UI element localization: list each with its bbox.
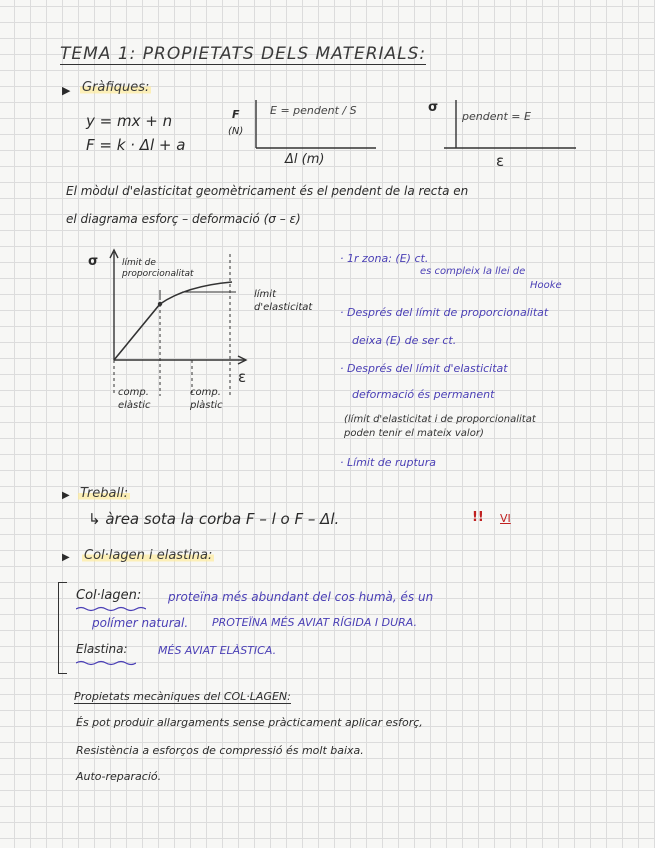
- elastin-label: Elastina:: [76, 642, 128, 656]
- collagen-text-2: polímer natural.: [92, 616, 189, 630]
- work-mark-vi: VI: [500, 512, 511, 525]
- wavy-underline-icon: [76, 606, 146, 612]
- note-zone1-c: Hooke: [530, 280, 562, 291]
- property-1: És pot produir allargaments sense pràcticament aplicar esforç,: [76, 716, 423, 729]
- diagram-y-label: σ: [88, 254, 99, 269]
- diagram-zone-elastic: comp. elàstic: [118, 387, 151, 411]
- graph1-slope-label: E = pendent / S: [270, 104, 357, 117]
- graphics-heading: [80, 80, 151, 95]
- modulus-line-1: El mòdul d'elasticitat geomètricament és el pendent de la recta en: [66, 184, 469, 198]
- elastin-text: MÉS AVIAT ELÀSTICA.: [158, 644, 277, 657]
- triangle-bullet-icon: ▶: [62, 552, 70, 563]
- note-after-elast-a: · Després del límit d'elasticitat: [340, 362, 508, 375]
- properties-heading: [74, 690, 291, 703]
- equation-line: y = mx + n: [86, 112, 173, 130]
- collagen-heading-text: Col·lagen i elastina:: [84, 548, 213, 563]
- work-text: ↳ àrea sota la corba F – l o F – Δl.: [88, 510, 340, 528]
- graph2-slope-label: pendent = E: [462, 110, 531, 123]
- note-same-value-a: (límit d'elasticitat i de proporcionalitat: [344, 414, 536, 425]
- property-3: Auto-reparació.: [76, 770, 162, 783]
- graph1-y-label: F: [232, 108, 240, 121]
- diagram-limit-prop-label: límit de proporcionalitat: [122, 258, 194, 279]
- collagen-label: Col·lagen:: [76, 588, 142, 603]
- collagen-text-2b: PROTEÏNA MÉS AVIAT RÍGIDA I DURA.: [212, 616, 417, 629]
- note-after-prop-a: · Després del límit de proporcionalitat: [340, 306, 549, 319]
- note-rupture: · Límit de ruptura: [340, 456, 437, 469]
- properties-heading-text: Propietats mecàniques del COL·LAGEN:: [74, 690, 291, 703]
- diagram-zone-plastic: comp. plàstic: [190, 387, 223, 411]
- diagram-x-label: ε: [238, 368, 247, 386]
- note-zone1-a: · 1r zona: (E) ct.: [340, 252, 429, 265]
- page-title-text: TEMA 1: PROPIETATS DELS MATERIALS:: [60, 44, 427, 64]
- wavy-underline-icon: [76, 660, 136, 666]
- equation-force: F = k · Δl + a: [86, 136, 186, 154]
- graph2-y-label: σ: [428, 100, 439, 115]
- property-2: Resistència a esforços de compressió és molt baixa.: [76, 744, 364, 757]
- triangle-bullet-icon: ▶: [62, 490, 70, 501]
- graphics-heading-text: Gràfiques:: [82, 80, 150, 95]
- diagram-limit-elast-label: límit d'elasticitat: [254, 289, 313, 313]
- triangle-bullet-icon: ▶: [62, 84, 71, 97]
- collagen-text-1: proteïna més abundant del cos humà, és un: [168, 590, 434, 604]
- work-mark-exclaim: !!: [472, 510, 484, 525]
- graph2-axes: [440, 96, 580, 152]
- note-zone1-b: es compleix la llei de: [420, 266, 526, 277]
- modulus-line-2: el diagrama esforç – deformació (σ – ε): [66, 212, 301, 226]
- graph2-x-label: ε: [496, 152, 505, 170]
- note-same-value-b: poden tenir el mateix valor): [344, 428, 484, 439]
- work-heading-text: Treball:: [80, 486, 129, 501]
- page-title: [60, 44, 426, 64]
- work-heading: [78, 486, 130, 501]
- note-after-prop-b: deixa (E) de ser ct.: [352, 334, 457, 347]
- graph1-y-unit: (N): [228, 126, 244, 137]
- collagen-heading: [82, 548, 214, 563]
- graph1-x-label: Δl (m): [285, 152, 325, 167]
- bracket-decoration: [58, 582, 67, 674]
- note-after-elast-b: deformació és permanent: [352, 388, 495, 401]
